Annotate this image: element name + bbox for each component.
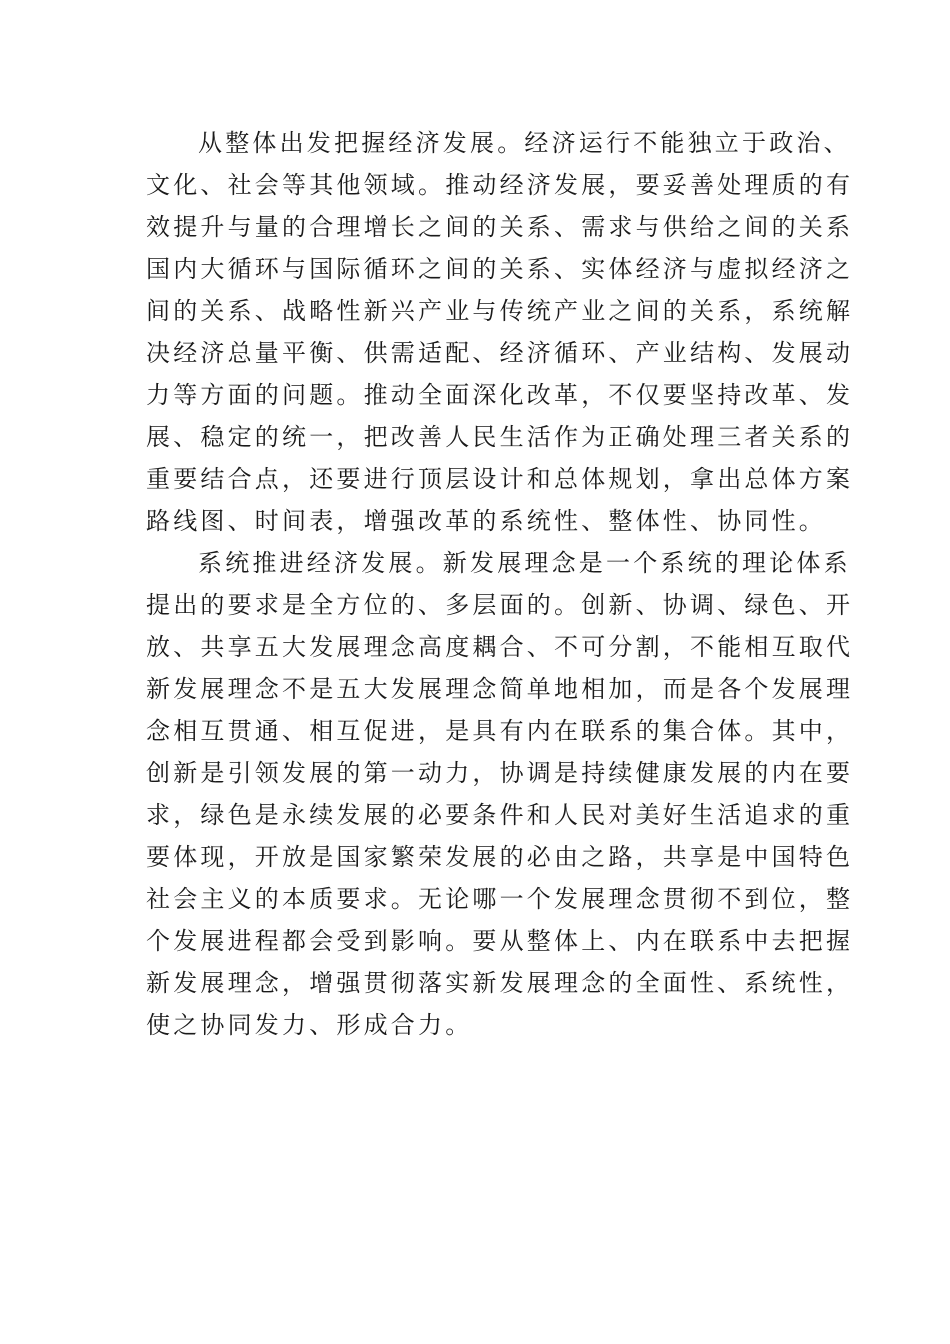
document-body [146, 122, 854, 1046]
paragraph-line: 效提升与量的合理增长之间的关系、需求与供给之间的关系 [146, 213, 854, 241]
paragraph-line: 念相互贯通、相互促进，是具有内在联系的集合体。其中， [146, 717, 854, 745]
paragraph-line: 放、共享五大发展理念高度耦合、不可分割，不能相互取代 [146, 633, 854, 661]
paragraph-line: 文化、社会等其他领域。推动经济发展，要妥善处理质的有 [146, 171, 854, 199]
paragraph-line: 提出的要求是全方位的、多层面的。创新、协调、绿色、开 [146, 591, 854, 619]
paragraph-line: 间的关系、战略性新兴产业与传统产业之间的关系，系统解 [146, 297, 854, 325]
paragraph-line: 展、稳定的统一，把改善人民生活作为正确处理三者关系的 [146, 423, 854, 451]
paragraph-line: 创新是引领发展的第一动力，协调是持续健康发展的内在要 [146, 759, 854, 787]
paragraph-line: 要体现，开放是国家繁荣发展的必由之路，共享是中国特色 [146, 843, 854, 871]
paragraph-line: 新发展理念不是五大发展理念简单地相加，而是各个发展理 [146, 675, 854, 703]
paragraph-line: 从整体出发把握经济发展。经济运行不能独立于政治、 [198, 129, 851, 157]
paragraph-line: 求，绿色是永续发展的必要条件和人民对美好生活追求的重 [146, 801, 854, 829]
paragraph-line: 决经济总量平衡、供需适配、经济循环、产业结构、发展动 [146, 339, 854, 367]
paragraph-line: 使之协同发力、形成合力。 [146, 1011, 473, 1039]
paragraph-line: 路线图、时间表，增强改革的系统性、整体性、协同性。 [146, 507, 826, 535]
paragraph-line: 重要结合点，还要进行顶层设计和总体规划，拿出总体方案 [146, 465, 854, 493]
paragraph-line: 力等方面的问题。推动全面深化改革，不仅要坚持改革、发 [146, 381, 854, 409]
paragraph-2 [146, 542, 854, 1046]
paragraph-1 [146, 122, 854, 542]
paragraph-line: 新发展理念，增强贯彻落实新发展理念的全面性、系统性， [146, 969, 854, 997]
paragraph-line: 个发展进程都会受到影响。要从整体上、内在联系中去把握 [146, 927, 854, 955]
paragraph-line: 系统推进经济发展。新发展理念是一个系统的理论体系 [198, 549, 851, 577]
paragraph-line: 社会主义的本质要求。无论哪一个发展理念贯彻不到位，整 [146, 885, 854, 913]
paragraph-line: 国内大循环与国际循环之间的关系、实体经济与虚拟经济之 [146, 255, 854, 283]
